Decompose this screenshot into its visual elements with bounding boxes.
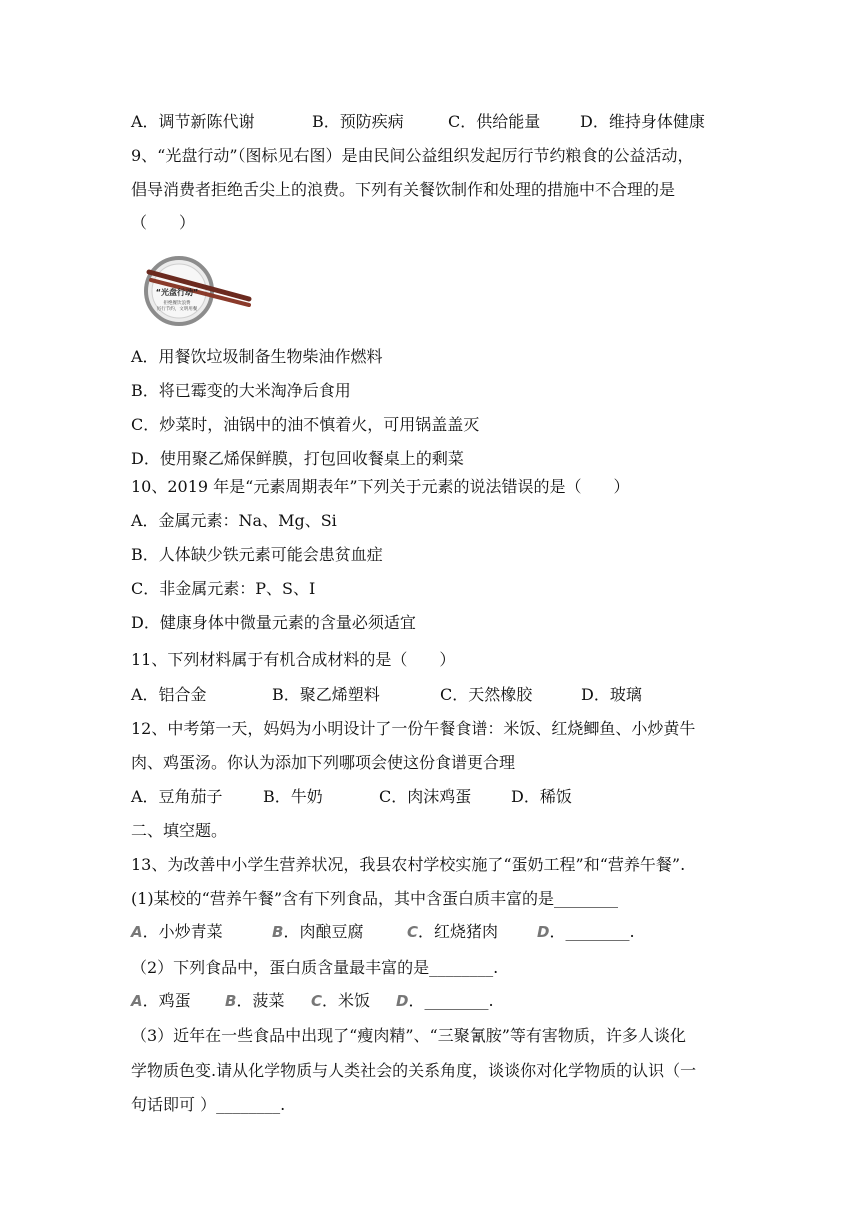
q13-p1-option-d	[537, 921, 635, 943]
logo-text2: 厉行节约，文明用餐	[156, 307, 198, 312]
q13-p1-text-b: ．肉酿豆腐	[283, 922, 364, 941]
section-title: 二、填空题。	[131, 821, 228, 840]
q13-part3-line2: 学物质色变.请从化学物质与人类社会的关系角度，谈谈你对化学物质的认识（一	[131, 1061, 697, 1080]
q10-option-c: C．非金属元素：P、S、I	[131, 579, 316, 598]
q11-option-a: A．铝合金	[131, 685, 207, 704]
q11-stem: 11、下列材料属于有机合成材料的是（ ）	[131, 650, 456, 669]
q11-option-b: B．聚乙烯塑料	[272, 685, 380, 704]
q9-option-b: B．将已霉变的大米淘净后食用	[131, 381, 351, 400]
q9-paren: （ ）	[131, 213, 196, 232]
q11-option-c: C．天然橡胶	[440, 685, 533, 704]
q12-option-b: B．牛奶	[263, 787, 323, 806]
q12-option-c: C．肉沫鸡蛋	[379, 787, 472, 806]
q13-p2-text-c: ．米饭	[322, 991, 371, 1010]
q8-option-a: A．调节新陈代谢	[131, 112, 255, 131]
q8-option-c: C．供给能量	[448, 112, 541, 131]
q10-option-b: B．人体缺少铁元素可能会患贫血症	[131, 545, 383, 564]
q13-p2-option-b	[225, 990, 311, 1012]
q13-stem: 13、为改善中小学生营养状况，我县农村学校实施了“蛋奶工程”和“营养午餐”.	[131, 855, 686, 874]
q10-option-a: A．金属元素：Na、Mg、Si	[131, 511, 337, 530]
q12-options	[131, 786, 572, 808]
q13-p2-text-b: ．菠菜	[236, 991, 285, 1010]
q13-p1-text-d: ．________.	[549, 922, 635, 941]
q12-option-a: A．豆角茄子	[131, 787, 223, 806]
q10-option-d: D．健康身体中微量元素的含量必须适宜	[131, 613, 416, 632]
q13-p2-letter-b: B	[225, 992, 237, 1010]
q13-p1-option-a	[131, 921, 272, 943]
q12-stem-line2: 肉、鸡蛋汤。你认为添加下列哪项会使这份食谱更合理	[131, 753, 516, 772]
q13-p1-letter-d: D	[537, 923, 550, 941]
q13-p1-letter-c: C	[407, 923, 419, 941]
q13-part1: (1)某校的“营养午餐”含有下列食品，其中含蛋白质丰富的是________	[131, 889, 619, 908]
q13-p2-text-a: ．鸡蛋	[142, 991, 191, 1010]
q13-part2: （2）下列食品中，蛋白质含量最丰富的是________.	[131, 958, 499, 977]
q9-stem-line1: 9、“光盘行动”（图标见右图）是由民间公益组织发起厉行节约粮食的公益活动，	[131, 146, 694, 165]
q13-p2-letter-d: D	[396, 992, 409, 1010]
q13-p2-option-a	[131, 990, 225, 1012]
logo-text1: 拒绝餐饮浪费	[163, 301, 191, 306]
q13-p1-text-c: ．红烧猪肉	[418, 922, 499, 941]
q13-part2-options	[131, 990, 494, 1012]
q13-p2-option-d	[396, 990, 494, 1012]
q10-stem: 10、2019 年是“元素周期表年”下列关于元素的说法错误的是（ ）	[131, 477, 630, 496]
q13-p1-option-b	[272, 921, 407, 943]
q13-p1-option-c	[407, 921, 537, 943]
logo-title: “光盘行动”	[155, 288, 199, 297]
q12-option-d: D．稀饭	[511, 787, 572, 806]
q8-options	[131, 111, 705, 133]
q13-part1-options	[131, 921, 635, 943]
q13-part3-line1: （3）近年在一些食品中出现了“瘦肉精”、“三聚氰胺”等有害物质，许多人谈化	[131, 1026, 686, 1045]
q8-option-d: D．维持身体健康	[580, 112, 705, 131]
q13-part3-line3: 句话即可 ）________.	[131, 1095, 286, 1114]
q12-stem-line1: 12、中考第一天，妈妈为小明设计了一份午餐食谱：米饭、红烧鲫鱼、小炒黄牛	[131, 719, 696, 738]
q9-stem-line2: 倡导消费者拒绝舌尖上的浪费。下列有关餐饮制作和处理的措施中不合理的是	[131, 180, 676, 199]
q11-option-d: D．玻璃	[581, 685, 642, 704]
q13-p1-letter-b: B	[272, 923, 284, 941]
q13-p2-option-c	[311, 990, 396, 1012]
q13-p1-text-a: ．小炒青菜	[142, 922, 223, 941]
q9-option-a: A．用餐饮垃圾制备生物柴油作燃料	[131, 347, 383, 366]
q13-p2-text-d: ．________.	[408, 991, 494, 1010]
q9-option-d: D．使用聚乙烯保鲜膜，打包回收餐桌上的剩菜	[131, 449, 464, 468]
q13-p2-letter-c: C	[311, 992, 323, 1010]
q11-options	[131, 684, 642, 706]
q8-option-b: B．预防疾病	[312, 112, 404, 131]
q13-p2-letter-a: A	[131, 992, 143, 1010]
q9-option-c: C．炒菜时，油锅中的油不慎着火，可用锅盖盖灭	[131, 415, 480, 434]
clean-plate-logo	[143, 255, 255, 327]
q13-p1-letter-a: A	[131, 923, 143, 941]
